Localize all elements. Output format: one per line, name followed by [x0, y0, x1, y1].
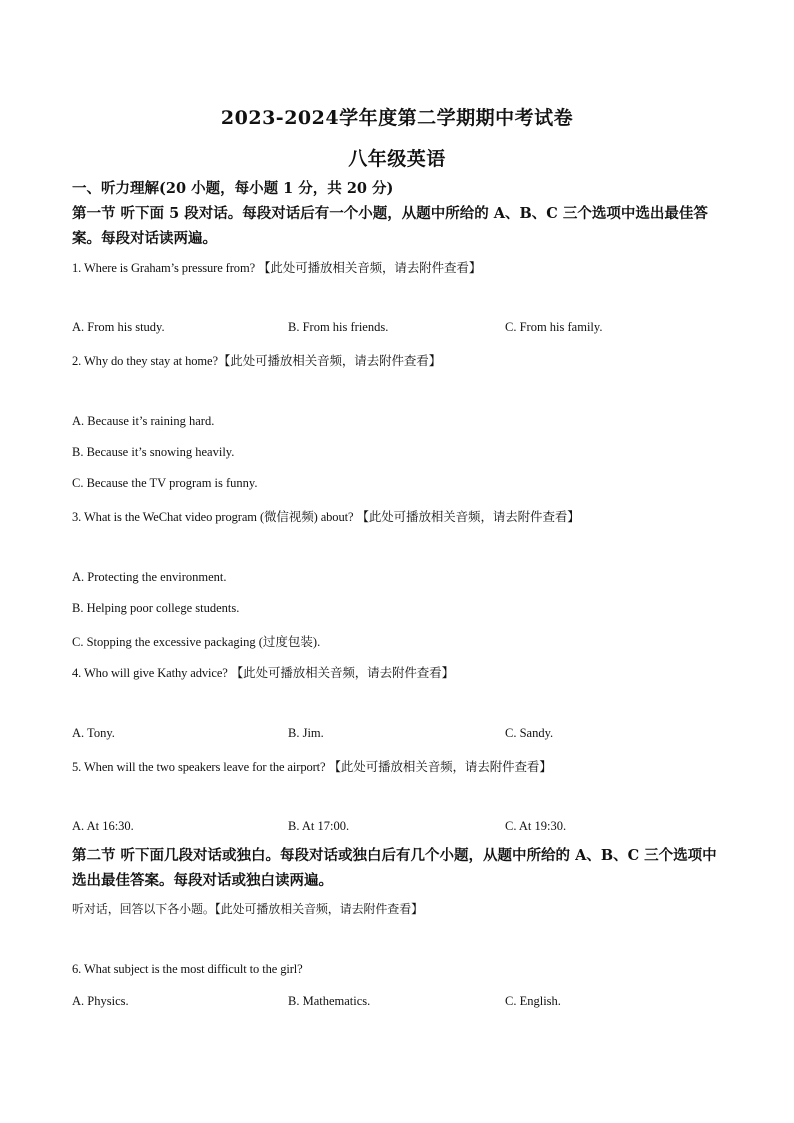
exam-title: 2023-2024学年度第二学期期中考试卷	[220, 107, 574, 129]
q4-option-a: A. Tony.	[72, 726, 115, 740]
question-6: 6. What subject is the most difficult to the girl?	[72, 962, 303, 976]
q4-option-c: C. Sandy.	[505, 726, 554, 740]
question-5: 5. When will the two speakers leave for the airport? 【此处可播放相关音频，请去附件查看】	[72, 760, 552, 774]
q5-option-a: A. At 16:30.	[72, 819, 134, 833]
dialog-intro: 听对话，回答以下各小题。【此处可播放相关音频，请去附件查看】	[72, 902, 424, 916]
q2-option-b: B. Because it’s snowing heavily.	[72, 445, 235, 459]
q5-option-b: B. At 17:00.	[288, 819, 350, 833]
question-1: 1. Where is Graham’s pressure from? 【此处可播放相关音频，请去附件查看】	[72, 261, 482, 275]
q1-option-b: B. From his friends.	[288, 320, 389, 334]
q5-option-c: C. At 19:30.	[505, 819, 567, 833]
q1-option-c: C. From his family.	[505, 320, 603, 334]
exam-subtitle: 八年级英语	[348, 148, 446, 170]
section1-instruction: 第一节 听下面 5 段对话。每段对话后有一个小题，从题中所给的 A、B、C 三个选项中选出最佳答案。每段对话读两遍。	[72, 205, 708, 247]
q3-option-b: B. Helping poor college students.	[72, 601, 240, 615]
q3-option-c: C. Stopping the excessive packaging (过度包装).	[72, 635, 321, 649]
q6-option-c: C. English.	[505, 994, 561, 1008]
q1-option-a: A. From his study.	[72, 320, 165, 334]
question-4: 4. Who will give Kathy advice? 【此处可播放相关音频，请去附件查看】	[72, 666, 454, 680]
section2-instruction: 第二节 听下面几段对话或独白。每段对话或独白后有几个小题，从题中所给的 A、B、C 三个选项中选出最佳答案。每段对话或独白读两遍。	[72, 847, 717, 889]
part1-heading: 一、听力理解(20 小题，每小题 1 分，共 20 分)	[72, 180, 394, 197]
q6-option-a: A. Physics.	[72, 994, 129, 1008]
question-2: 2. Why do they stay at home?【此处可播放相关音频，请去附件查看】	[72, 354, 442, 368]
question-3: 3. What is the WeChat video program (微信视频) about? 【此处可播放相关音频，请去附件查看】	[72, 510, 580, 524]
q4-option-b: B. Jim.	[288, 726, 324, 740]
q3-option-a: A. Protecting the environment.	[72, 570, 227, 584]
q2-option-a: A. Because it’s raining hard.	[72, 414, 215, 428]
q6-option-b: B. Mathematics.	[288, 994, 371, 1008]
q2-option-c: C. Because the TV program is funny.	[72, 476, 258, 490]
